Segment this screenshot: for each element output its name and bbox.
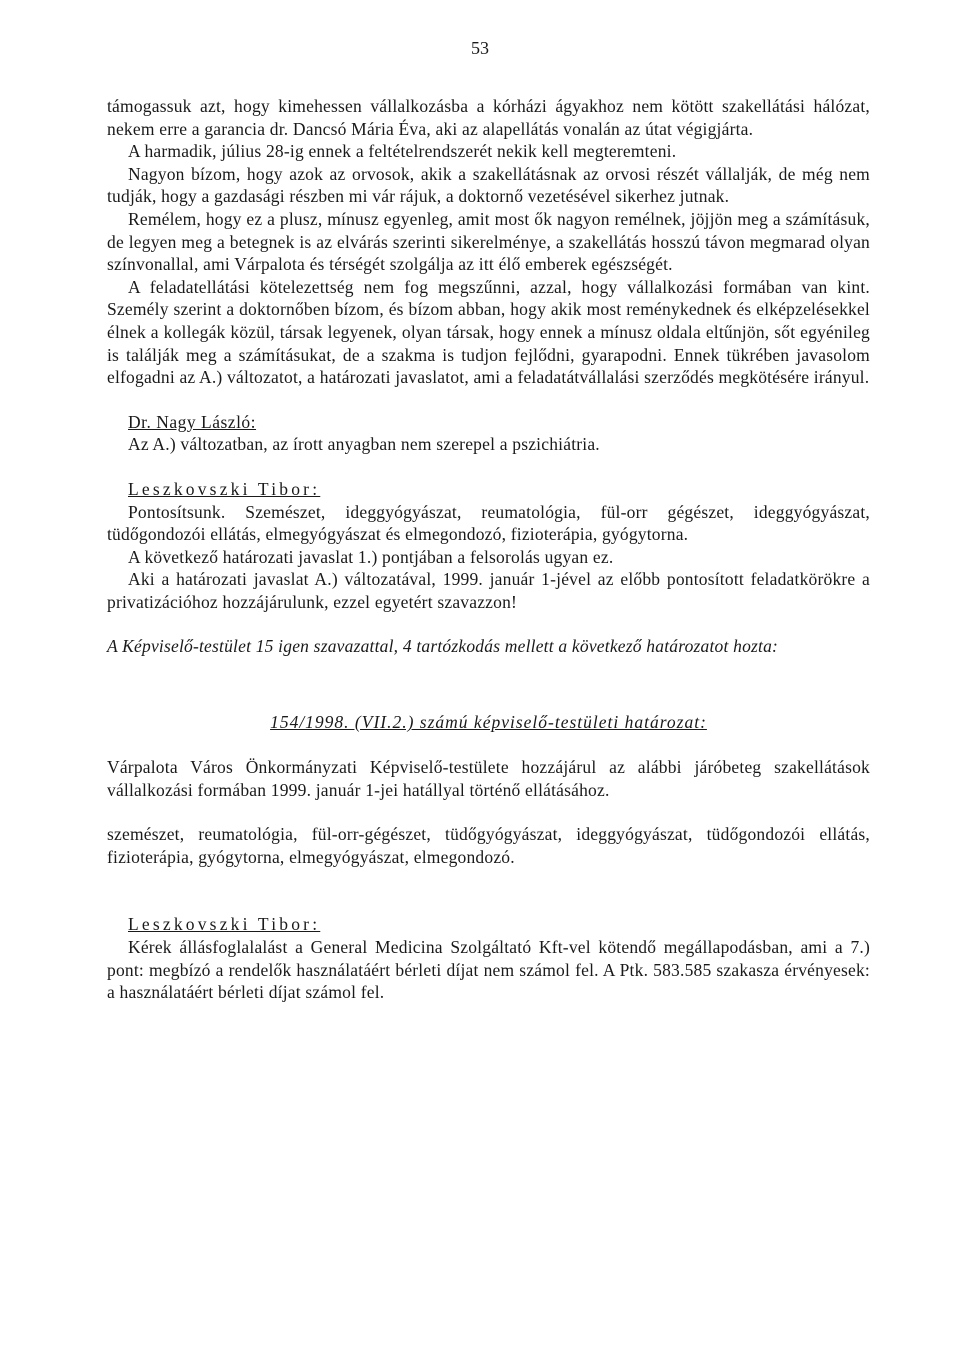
paragraph: Kérek állásfoglalalást a General Medicina Szolgáltató Kft-vel kötendő megállapodásban, ami a 7.) pont: megbízó a rendelők használatáért bérleti díjat nem számol fel. A Ptk. 583.585 szakasza érvényesek: a használatáért bérleti díjat számol fel. xyxy=(107,937,870,1003)
speaker-name: Leszkovszki Tibor: xyxy=(128,478,321,499)
paragraph: A következő határozati javaslat 1.) pontjában a felsorolás ugyan ez. xyxy=(128,546,614,567)
paragraph: Várpalota Város Önkormányzati Képviselő-testülete hozzájárul az alábbi járóbeteg szakellátások vállalkozási formában 1999. január 1-jei hatállyal történő ellátásához. xyxy=(107,757,870,800)
paragraph: Nagyon bízom, hogy azok az orvosok, akik a szakellátásnak az orvosi részét vállalják, de még nem tudják, hogy a gazdasági részben mi vár rájuk, a doktornő vezetésével sikerhez jutnak. xyxy=(107,163,870,207)
resolution-title: 154/1998. (VII.2.) számú képviselő-testületi határozat: xyxy=(270,712,707,733)
document-body xyxy=(107,95,870,1004)
paragraph: A feladatellátási kötelezettség nem fog megszűnni, azzal, hogy vállalkozási formában van kint. Személy szerint a doktornőben bízom, és bízom abban, hogy akik most reménykednek és elképzelésekkel élnek a kollegák közül, társak legyenek, olyan társak, hogy ennek a mínusz oldala eltűnjön, sőt egyénileg is találják meg a számításukat, de a szakma is tudjon fejlődni, gyarapodni. Ennek tükrében javasolom elfogadni az A.) változatot, a határozati javaslatot, ami a feladatátvállalási szerződés megkötésére irányul. xyxy=(107,276,870,388)
speaker-name: Leszkovszki Tibor: xyxy=(128,914,321,935)
paragraph: Pontosítsunk. Szemészet, ideggyógyászat, reumatológia, fül-orr gégészet, ideggyógyászat, tüdőgondozói ellátás, elmegyógyászat és elmegondozó, fizioterápia, gyógytorna. xyxy=(107,501,870,545)
vote-statement: A Képviselő-testület 15 igen szavazattal, 4 tartózkodás mellett a következő határozatot hozta: xyxy=(107,636,779,657)
paragraph: Az A.) változatban, az írott anyagban nem szerepel a pszichiátria. xyxy=(128,434,600,455)
paragraph: Remélem, hogy ez a plusz, mínusz egyenleg, amit most ők nagyon remélnek, jöjjön meg a számításuk, de legyen meg a betegnek is az elvárás szerinti sikerelménye, a szakellátás hosszú távon megmarad olyan színvonallal, ami Várpalota és térségét szolgálja az itt élő emberek egészségét. xyxy=(107,208,870,275)
paragraph: támogassuk azt, hogy kimehessen vállalkozásba a kórházi ágyakhoz nem kötött szakellátási hálózat, nekem erre a garancia dr. Dancsó Mária Éva, aki az alapellátás vonalán az útat végigjárta. xyxy=(107,96,870,139)
speaker-name: Dr. Nagy László: xyxy=(128,411,257,432)
paragraph: szemészet, reumatológia, fül-orr-gégészet, tüdőgyógyászat, ideggyógyászat, tüdőgondozói ellátás, fizioterápia, gyógytorna, elmegyógyászat, elmegondozó. xyxy=(107,824,870,867)
page-number: 53 xyxy=(471,38,489,58)
paragraph: Aki a határozati javaslat A.) változatával, 1999. január 1-jével az előbb pontosított feladatkörökre a privatizációhoz hozzájárulunk, ezzel egyetért szavazzon! xyxy=(107,569,870,612)
paragraph: A harmadik, július 28-ig ennek a feltételrendszerét nekik kell megteremteni. xyxy=(128,141,677,162)
